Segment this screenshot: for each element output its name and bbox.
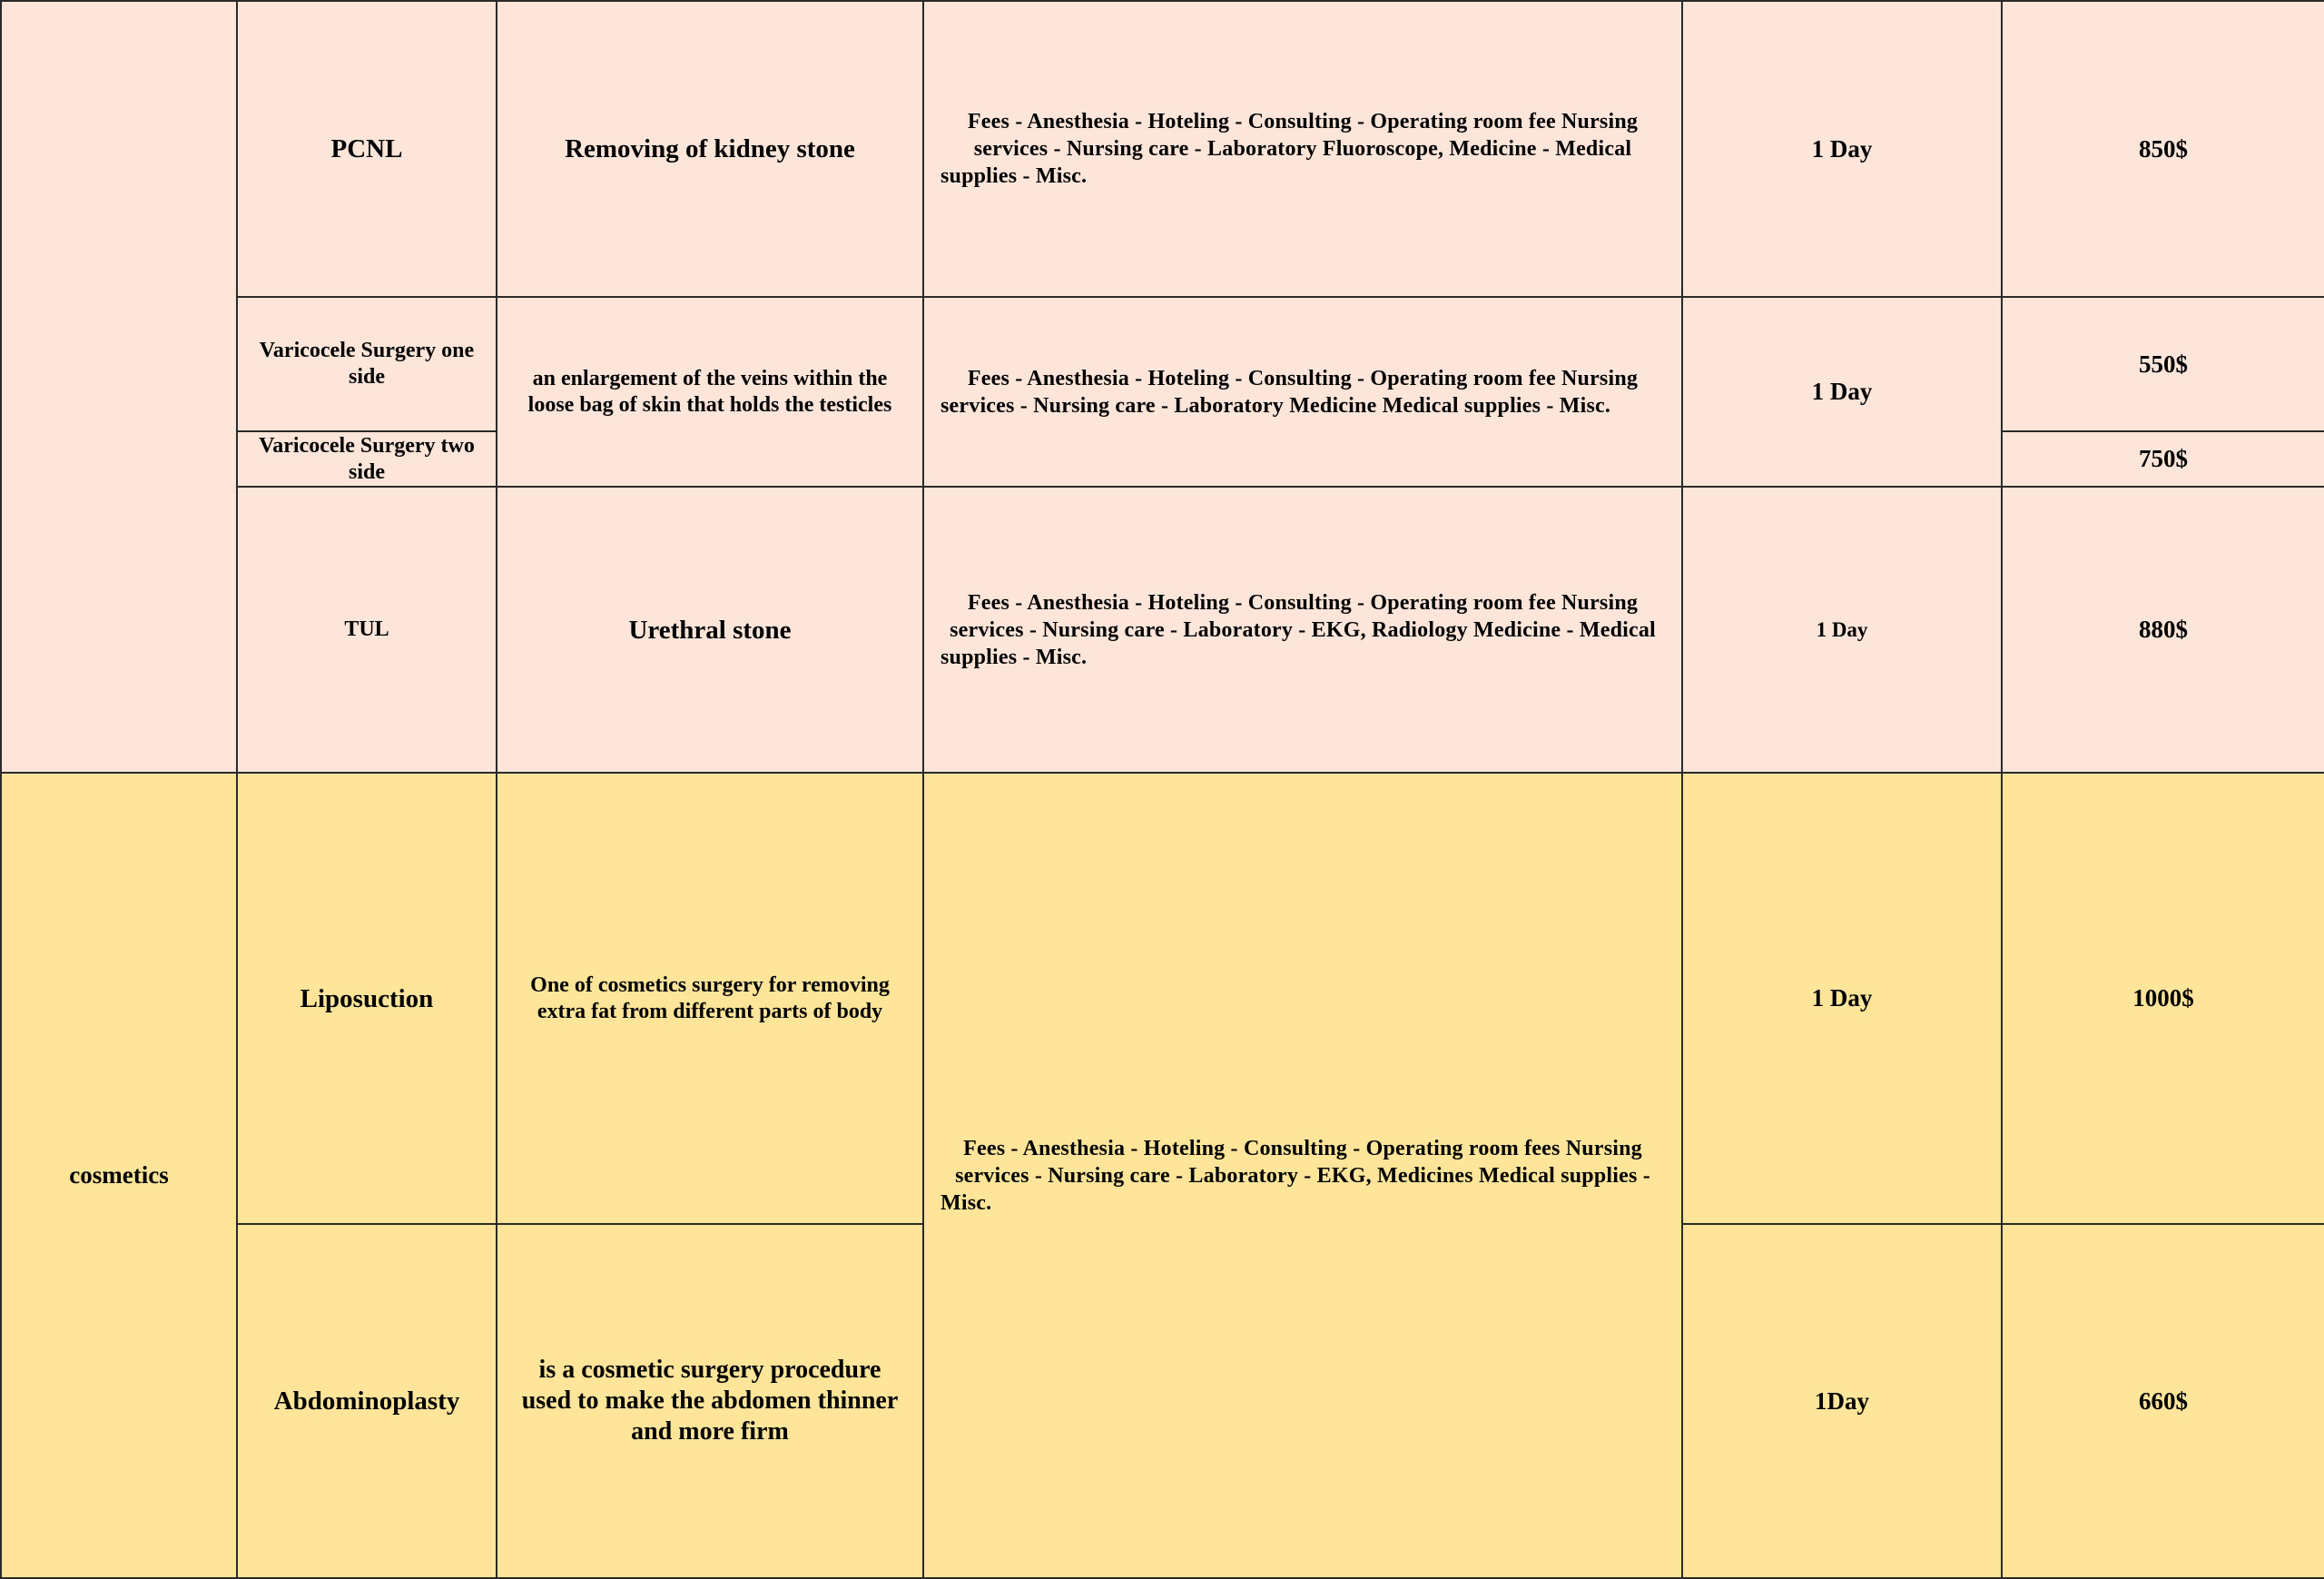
included-services: Fees - Anesthesia - Hoteling - Consulting - Operating room fees Nursing services - Nursing care - Laboratory - EKG, Medicines Medical supplies - Misc. — [923, 773, 1682, 1578]
procedure-description: is a cosmetic surgery procedure used to make the abdomen thinner and more firm — [497, 1224, 923, 1578]
price: 1000$ — [2002, 773, 2324, 1224]
included-services: Fees - Anesthesia - Hoteling - Consulting - Operating room fee Nursing services - Nursing care - Laboratory - EKG, Radiology Medicine - Medical supplies - Misc. — [923, 487, 1682, 773]
procedure-name: Liposuction — [237, 773, 497, 1224]
stay-duration: 1 Day — [1682, 773, 2002, 1224]
table-row — [1, 773, 2324, 1224]
price: 550$ — [2002, 297, 2324, 431]
stay-duration: 1 Day — [1682, 297, 2002, 487]
included-services: Fees - Anesthesia - Hoteling - Consulting - Operating room fee Nursing services - Nursing care - Laboratory Fluoroscope, Medicine - Medical supplies - Misc. — [923, 1, 1682, 297]
category-cell-cosmetics: cosmetics — [1, 773, 237, 1578]
table-row — [1, 297, 2324, 431]
stay-duration: 1 Day — [1682, 487, 2002, 773]
price: 750$ — [2002, 431, 2324, 487]
procedure-description: One of cosmetics surgery for removing extra fat from different parts of body — [497, 773, 923, 1224]
table-row — [1, 487, 2324, 773]
category-cell-urology — [1, 1, 237, 773]
procedure-name: Varicocele Surgery one side — [237, 297, 497, 431]
price: 880$ — [2002, 487, 2324, 773]
procedure-name: PCNL — [237, 1, 497, 297]
stay-duration: 1Day — [1682, 1224, 2002, 1578]
included-services: Fees - Anesthesia - Hoteling - Consulting - Operating room fee Nursing services - Nursing care - Laboratory Medicine Medical supplies - Misc. — [923, 297, 1682, 487]
procedure-name: Varicocele Surgery two side — [237, 431, 497, 487]
procedure-description: an enlargement of the veins within the loose bag of skin that holds the testicles — [497, 297, 923, 487]
table-row — [1, 1, 2324, 297]
procedure-description: Removing of kidney stone — [497, 1, 923, 297]
procedure-description: Urethral stone — [497, 487, 923, 773]
procedure-name: Abdominoplasty — [237, 1224, 497, 1578]
price: 660$ — [2002, 1224, 2324, 1578]
stay-duration: 1 Day — [1682, 1, 2002, 297]
price: 850$ — [2002, 1, 2324, 297]
procedure-name: TUL — [237, 487, 497, 773]
